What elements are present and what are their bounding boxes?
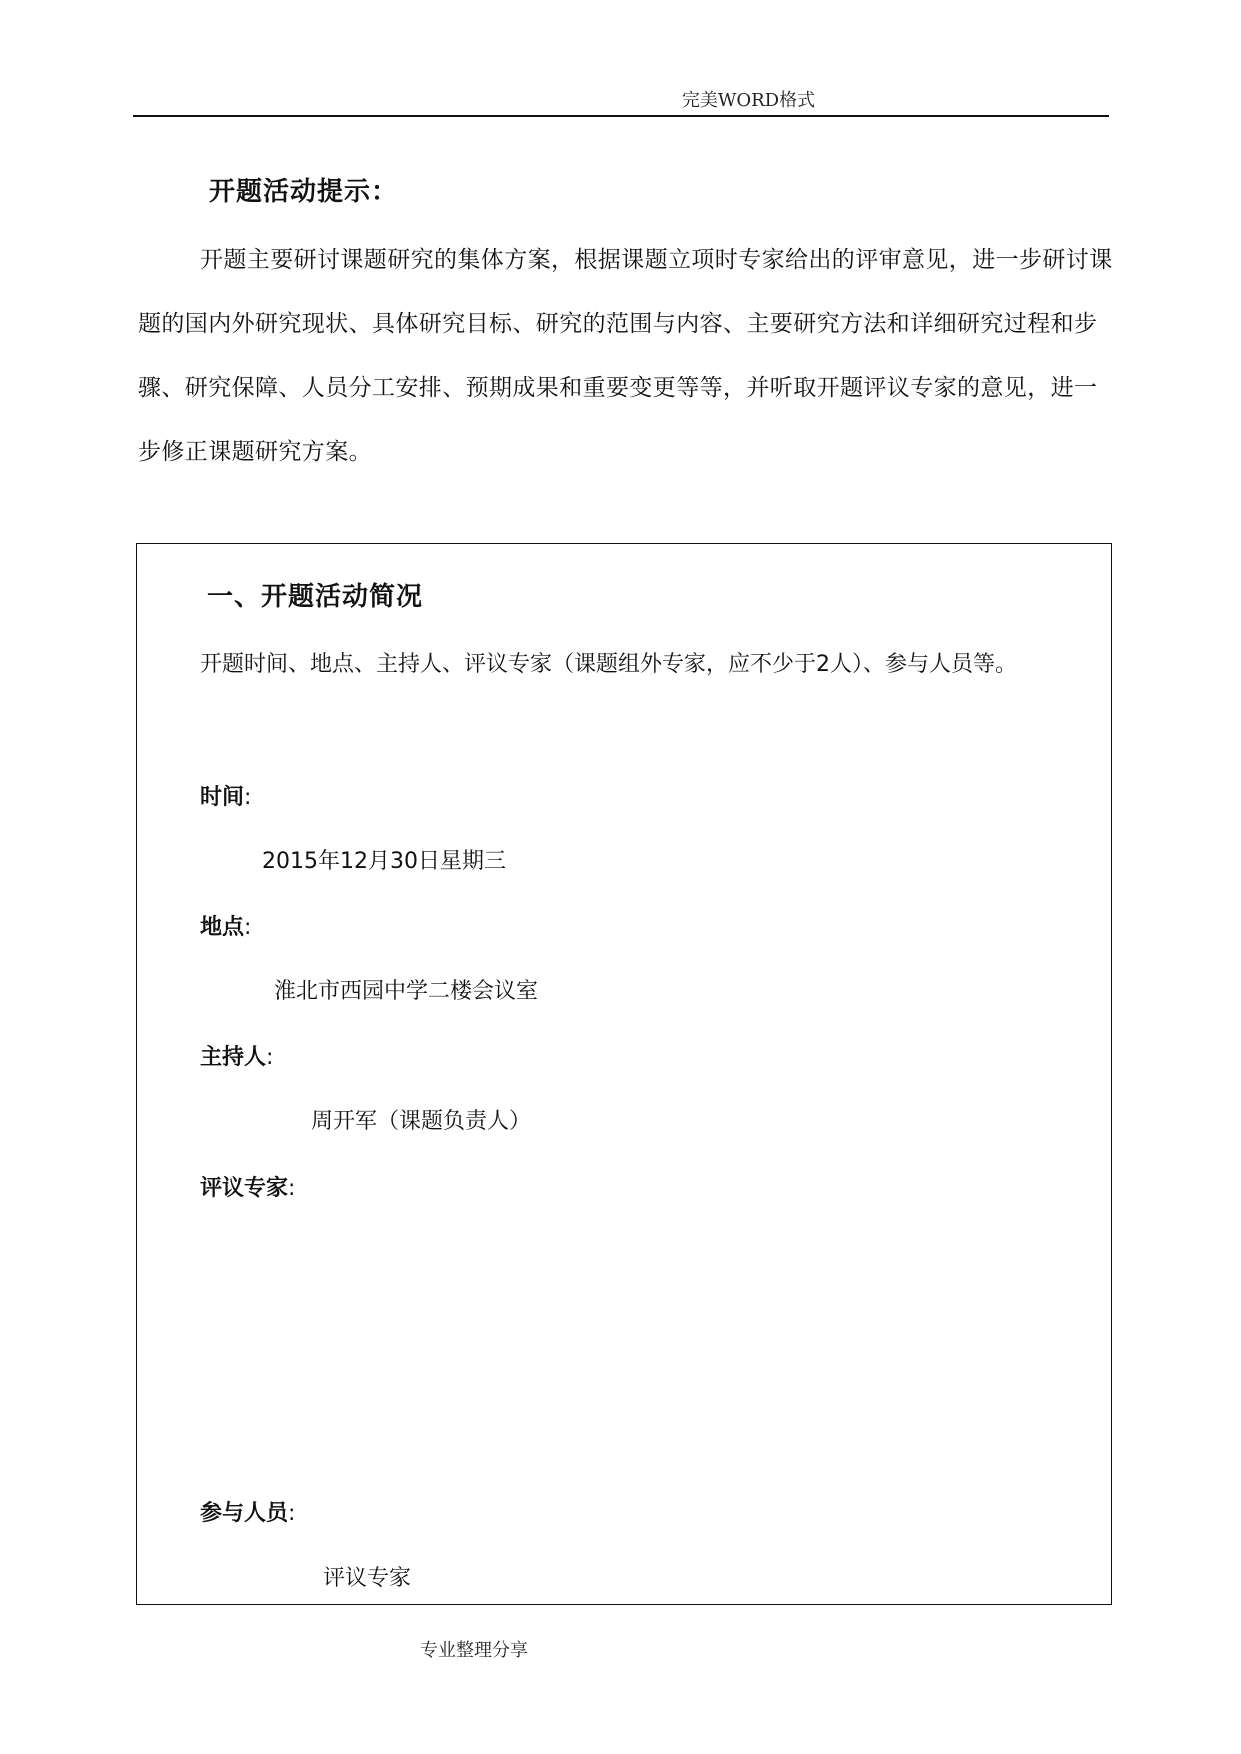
place-value: 淮北市西园中学二楼会议室 [274,979,539,1004]
page-header-text: 完美WORD格式 [681,90,816,111]
place-label [200,910,251,941]
section-title: 一、开题活动简况 [207,582,424,612]
participants-label-text: 参与人员 [200,1501,289,1526]
time-value: 2015年12月30日星期三 [262,849,506,874]
participants-label-colon: : [288,1501,296,1526]
page-footer: 专业整理分享 [420,1640,528,1661]
place-label-colon: : [244,915,252,940]
experts-label-colon: : [288,1176,296,1201]
intro-paragraph: 开题主要研讨课题研究的集体方案，根据课题立项时专家给出的评审意见，进一步研讨课题的国内外研究现状、具体研究目标、研究的范围与内容、主要研究方法和详细研究过程和步骤、研究保障、人员分工安排、预期成果和重要变更等等，并听取开题评议专家的意见，进一步修正课题研究方案。 [138,247,1113,465]
host-value: 周开军（课题负责人） [311,1109,532,1134]
time-label-colon: : [244,785,252,810]
experts-label-text: 评议专家 [200,1176,289,1201]
intro-title: 开题活动提示： [209,177,399,207]
header-rule [133,115,1109,117]
time-label-text: 时间 [200,785,245,810]
experts-label [200,1171,295,1202]
activity-summary-box [136,543,1112,1605]
host-label [200,1040,273,1071]
time-label [200,780,251,811]
section-description: 开题时间、地点、主持人、评议专家（课题组外专家，应不少于2人）、参与人员等。 [200,652,1017,677]
participants-label [200,1496,295,1527]
host-label-text: 主持人 [200,1045,267,1070]
host-label-colon: : [266,1045,274,1070]
place-label-text: 地点 [200,915,245,940]
page-header [0,86,1241,112]
participants-value: 评议专家 [323,1566,412,1591]
